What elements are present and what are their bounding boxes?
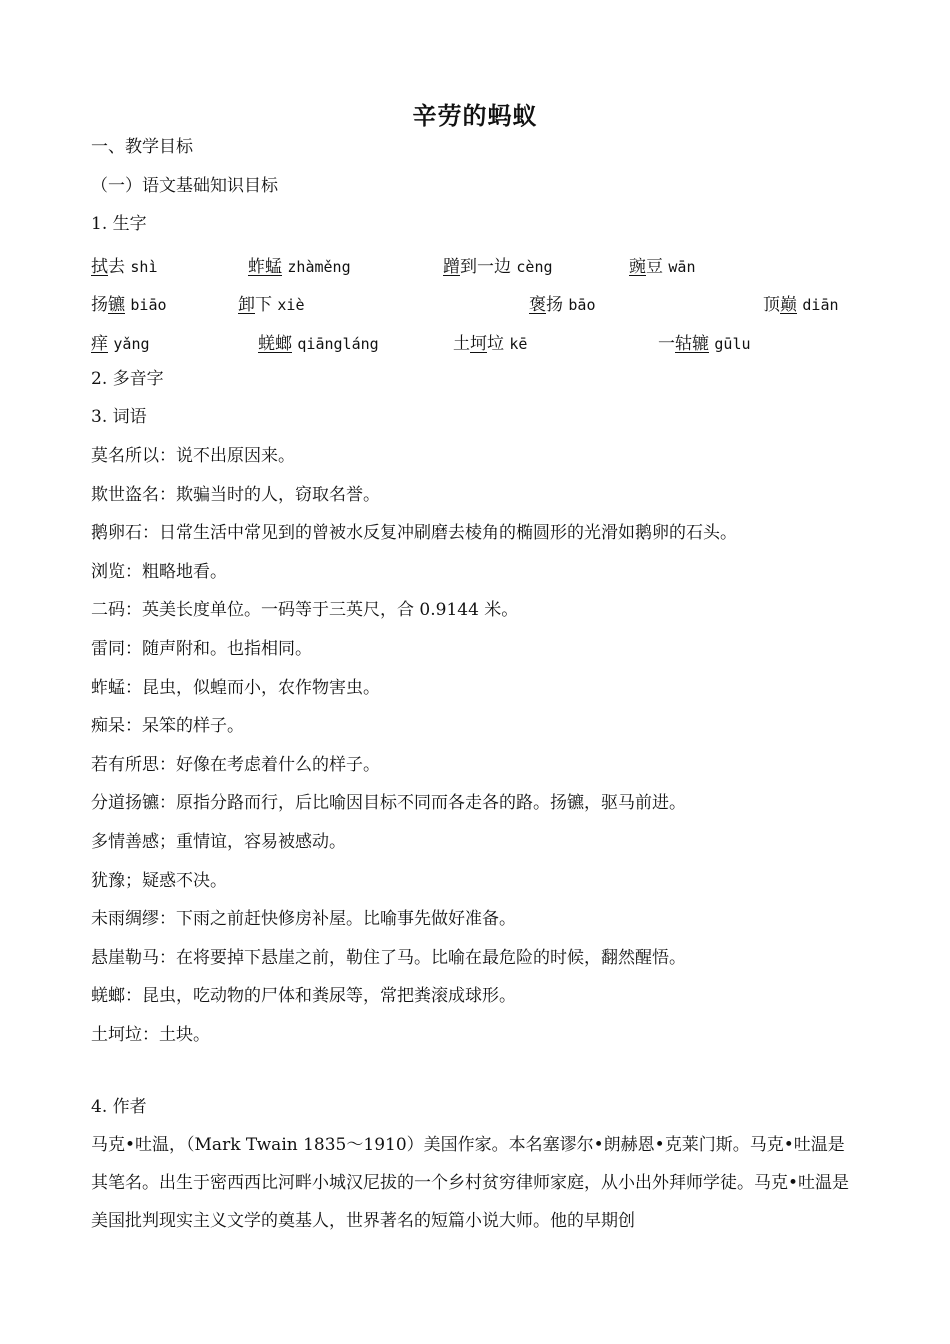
char-item: 蹭到一边 cèng bbox=[443, 257, 553, 277]
page-title: 辛劳的蚂蚁 bbox=[412, 102, 538, 130]
char-item: 卸下 xiè bbox=[238, 295, 305, 315]
vocab-item: 欺世盗名：欺骗当时的人，窃取名誉。 bbox=[91, 485, 380, 505]
author-paragraph: 马克•吐温，（Mark Twain 1835～1910）美国作家。本名塞谬尔•朗赫恩•克莱门斯。马克•吐温是其笔名。出生于密西西比河畔小城汉尼拔的一个乡村贫穷律师家庭，从小出外拜师学徒。马克•吐温是美国批判现实主义文学的奠基人，世界著名的短篇小说大师。他的早期创 bbox=[91, 1135, 850, 1231]
vocab-item: 犹豫；疑惑不决。 bbox=[91, 871, 227, 891]
heading-polyphonic: 2. 多音字 bbox=[91, 369, 164, 389]
char-item: 一轱辘 gūlu bbox=[658, 334, 751, 354]
subsection-heading-basic-knowledge: （一）语文基础知识目标 bbox=[91, 176, 278, 196]
char-item: 蚱蜢 zhàměng bbox=[248, 257, 351, 277]
vocab-item: 土坷垃：土块。 bbox=[91, 1025, 210, 1045]
heading-author: 4. 作者 bbox=[91, 1097, 147, 1117]
vocab-item: 蜣螂：昆虫，吃动物的尸体和粪尿等，常把粪滚成球形。 bbox=[91, 986, 516, 1006]
vocab-item: 悬崖勒马：在将要掉下悬崖之前，勒住了马。比喻在最危险的时候，翻然醒悟。 bbox=[91, 948, 686, 968]
vocab-item: 雷同：随声附和。也指相同。 bbox=[91, 639, 312, 659]
character-row-1 bbox=[91, 252, 861, 276]
character-row-2 bbox=[91, 290, 861, 314]
char-item: 褒扬 bāo bbox=[529, 295, 596, 315]
vocab-item: 二码：英美长度单位。一码等于三英尺，合 0.9144 米。 bbox=[91, 600, 519, 620]
char-item: 拭去 shì bbox=[91, 257, 158, 277]
char-item: 痒 yǎng bbox=[91, 334, 150, 354]
vocab-item: 未雨绸缪：下雨之前赶快修房补屋。比喻事先做好准备。 bbox=[91, 909, 516, 929]
vocab-item: 鹅卵石：日常生活中常见到的曾被水反复冲刷磨去棱角的椭圆形的光滑如鹅卵的石头。 bbox=[91, 523, 737, 543]
heading-new-characters: 1. 生字 bbox=[91, 214, 147, 234]
vocab-item: 蚱蜢：昆虫，似蝗而小，农作物害虫。 bbox=[91, 678, 380, 698]
section-heading-goals: 一、教学目标 bbox=[91, 137, 193, 157]
char-item: 豌豆 wān bbox=[629, 257, 696, 277]
char-item: 蜣螂 qiāngláng bbox=[258, 334, 379, 354]
char-item: 扬镳 biāo bbox=[91, 295, 167, 315]
char-item: 土坷垃 kē bbox=[453, 334, 528, 354]
vocab-item: 痴呆：呆笨的样子。 bbox=[91, 716, 244, 736]
vocab-item: 多情善感；重情谊，容易被感动。 bbox=[91, 832, 346, 852]
vocab-item: 分道扬镳：原指分路而行，后比喻因目标不同而各走各的路。扬镳，驱马前进。 bbox=[91, 793, 686, 813]
vocab-item: 莫名所以：说不出原因来。 bbox=[91, 446, 295, 466]
vocab-item: 浏览：粗略地看。 bbox=[91, 562, 227, 582]
character-row-3 bbox=[91, 329, 861, 353]
heading-vocabulary: 3. 词语 bbox=[91, 407, 147, 427]
char-item: 顶巅 diān bbox=[763, 295, 839, 315]
vocab-item: 若有所思：好像在考虑着什么的样子。 bbox=[91, 755, 380, 775]
